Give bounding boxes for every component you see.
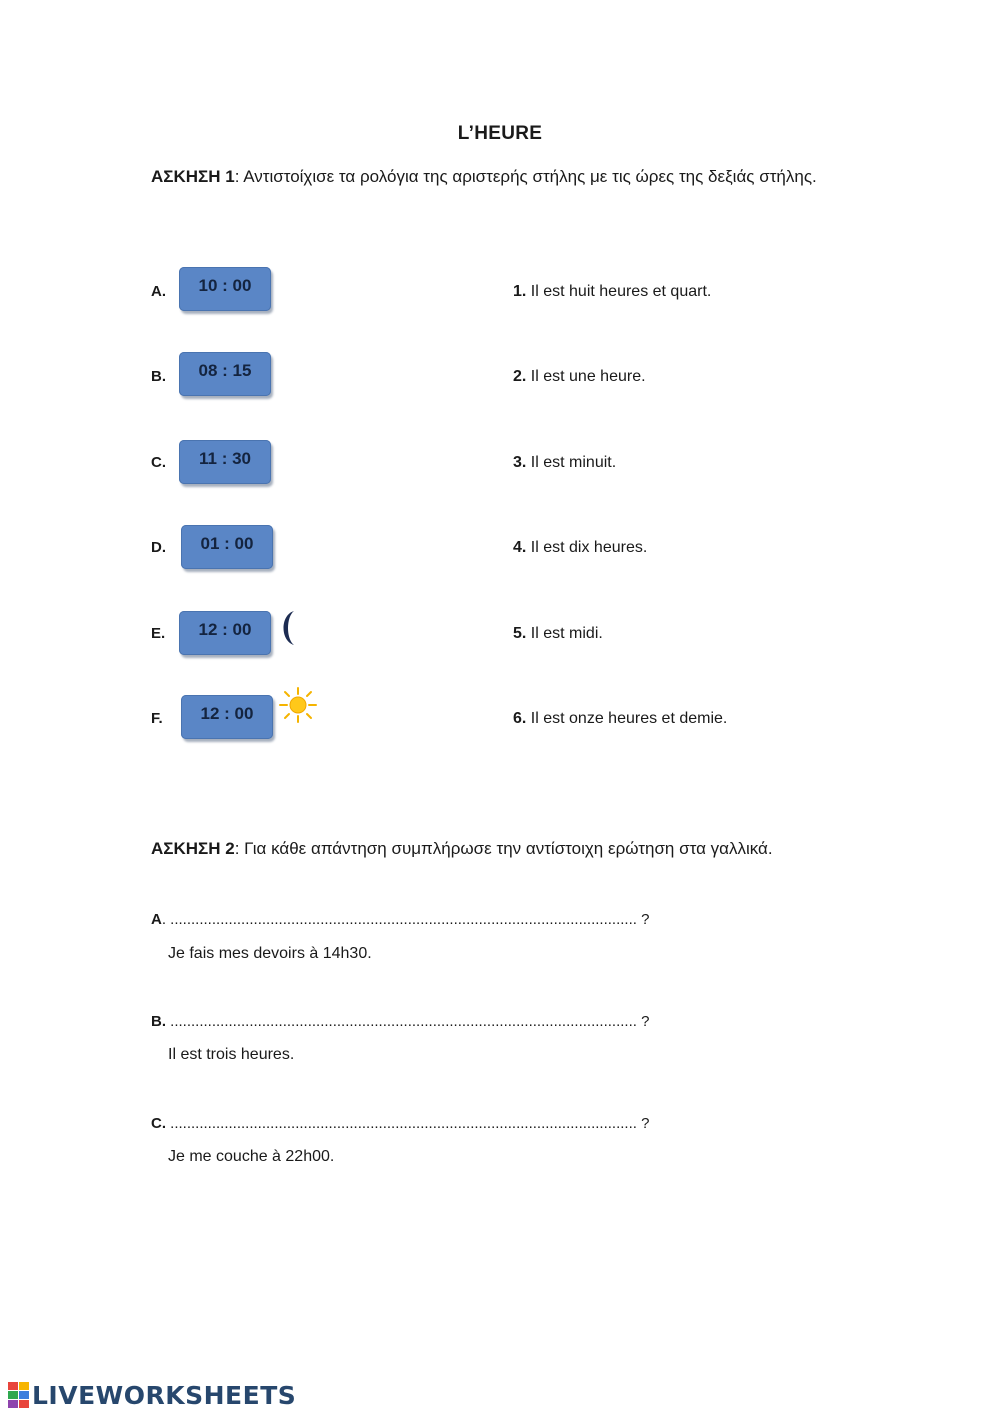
exercise1-instruction [151,158,848,195]
answer-3-text: Il est minuit. [530,454,617,471]
clock-c: 11 : 30 [179,440,271,484]
liveworksheets-logo [8,1380,296,1410]
answer-5-number: 5. [513,625,527,642]
question-a-blank[interactable]: . ................................................................................................................ ? [161,911,650,928]
answer-1-number: 1. [513,283,527,300]
clock-f: 12 : 00 [181,695,273,739]
answer-4-number: 4. [513,539,527,556]
answer-5-text: Il est midi. [530,625,603,642]
question-c-answer: Je me couche à 22h00. [168,1148,335,1165]
question-a-line[interactable] [151,911,649,928]
clock-e: 12 : 00 [179,611,271,655]
answer-6 [513,710,727,728]
question-b-blank[interactable]: ................................................................................................................ ? [166,1013,650,1030]
clock-b: 08 : 15 [179,352,271,396]
exercise1-text: : Αντιστοίχισε τα ρολόγια της αριστερής στήλης με τις ώρες της δεξιάς στήλης. [234,167,817,186]
exercise2-instruction [151,830,848,867]
sun-icon [278,686,318,724]
answer-1-text: Il est huit heures et quart. [530,283,712,300]
moon-icon [276,609,300,647]
row-letter-d: D. [151,539,166,556]
question-b-letter: B. [151,1013,166,1030]
exercise2-text: : Για κάθε απάντηση συμπλήρωσε την αντίστοιχη ερώτηση στα γαλλικά. [234,839,773,858]
question-a-letter: A [151,911,162,928]
answer-6-text: Il est onze heures et demie. [530,710,728,727]
question-b-answer: Il est trois heures. [168,1046,295,1063]
exercise1-label: ΑΣΚΗΣΗ 1 [151,167,235,186]
clock-a: 10 : 00 [179,267,271,311]
answer-3-number: 3. [513,454,527,471]
row-letter-c: C. [151,454,166,471]
answer-3 [513,454,616,472]
answer-2-text: Il est une heure. [530,368,646,385]
question-c-blank[interactable]: ................................................................................................................ ? [166,1115,650,1132]
row-letter-b: B. [151,368,166,385]
answer-1 [513,283,711,301]
logo-text: LIVEWORKSHEETS [32,1380,297,1410]
exercise2-label: ΑΣΚΗΣΗ 2 [151,839,235,858]
answer-4-text: Il est dix heures. [530,539,648,556]
question-b-line[interactable] [151,1013,649,1030]
question-a-answer: Je fais mes devoirs à 14h30. [168,945,372,962]
row-letter-a: A. [151,283,166,300]
answer-6-number: 6. [513,710,527,727]
answer-2 [513,368,646,386]
clock-d: 01 : 00 [181,525,273,569]
answer-2-number: 2. [513,368,527,385]
row-letter-f: F. [151,710,163,727]
question-c-line[interactable] [151,1115,649,1132]
answer-5 [513,625,603,643]
row-letter-e: E. [151,625,166,642]
answer-4 [513,539,647,557]
logo-blocks-icon [8,1382,30,1408]
page-title: L’HEURE [457,123,543,144]
question-c-letter: C. [151,1115,166,1132]
